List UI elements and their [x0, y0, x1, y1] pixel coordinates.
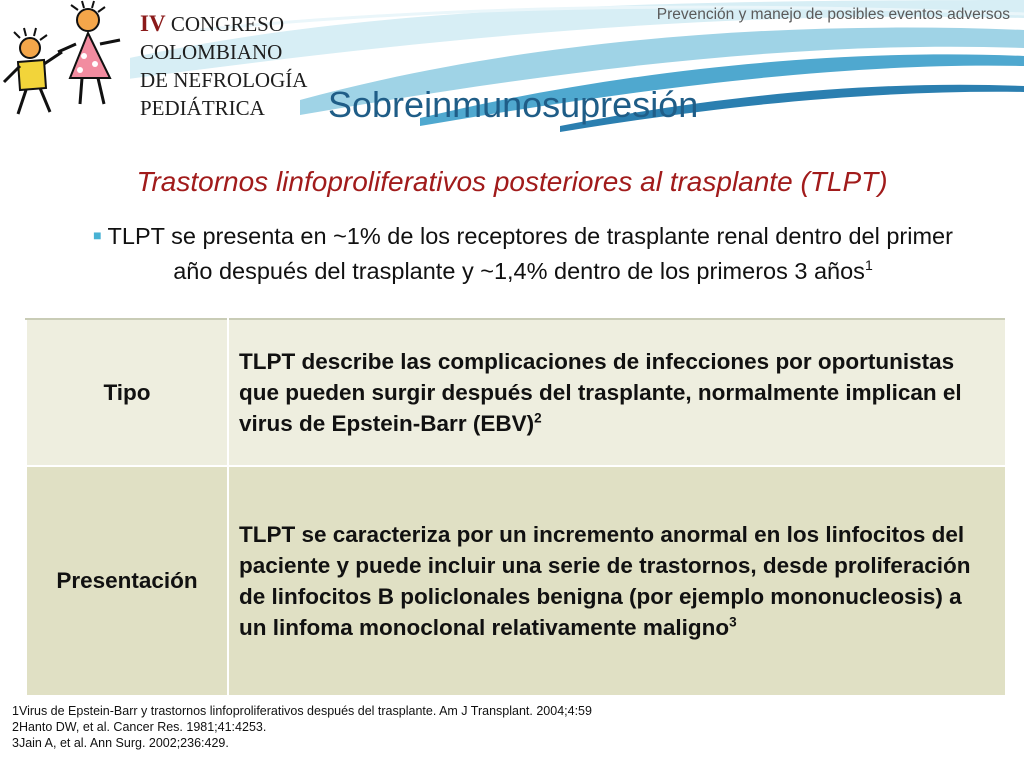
- row-text: TLPT se caracteriza por un incremento anormal en los linfocitos del paciente y puede incluir una serie de trastornos, desde proliferación de linfocitos B policlonales benigna (por ejemplo mononucleosis) a un linfoma monoclonal relativamente maligno: [239, 522, 971, 640]
- table-row-presentacion: [26, 466, 1006, 696]
- congress-line-2: COLOMBIANO: [140, 40, 283, 64]
- row-label: Tipo: [26, 319, 228, 466]
- congress-name: [140, 10, 307, 122]
- congress-logo: [0, 0, 130, 118]
- section-topic: Prevención y manejo de posibles eventos adversos: [656, 6, 1010, 23]
- congress-line-3: DE NEFROLOGÍA: [140, 68, 308, 92]
- congress-roman-numeral: IV: [140, 11, 166, 36]
- table-row-tipo: [26, 319, 1006, 466]
- bullet-text: TLPT se presenta en ~1% de los receptores de trasplante renal dentro del primer año después del trasplante y ~1,4% dentro de los primeros 3 años: [107, 223, 953, 284]
- row-description: [228, 319, 1006, 466]
- reference-item: 1Virus de Epstein-Barr y trastornos linfoproliferativos después del trasplante. Am J Transplant. 2004;4:59: [12, 704, 592, 718]
- row-citation: 2: [534, 410, 542, 426]
- row-citation: 3: [729, 614, 737, 630]
- congress-line-4: PEDIÁTRICA: [140, 96, 265, 120]
- slide-title: Sobreinmunosupresión: [328, 84, 699, 125]
- row-label: Presentación: [26, 466, 228, 696]
- bullet-square-icon: ■: [93, 227, 102, 243]
- row-description: [228, 466, 1006, 696]
- bullet-citation: 1: [864, 257, 873, 274]
- bullet-point: [88, 218, 958, 289]
- info-table: [25, 318, 1007, 697]
- reference-item: 3Jain A, et al. Ann Surg. 2002;236:429.: [12, 736, 229, 750]
- congress-line-1: CONGRESO: [170, 12, 284, 36]
- references: [12, 703, 592, 751]
- slide-subtitle: Trastornos linfoproliferativos posteriores al trasplante (TLPT): [136, 166, 888, 197]
- reference-item: 2Hanto DW, et al. Cancer Res. 1981;41:4253.: [12, 720, 267, 734]
- row-text: TLPT describe las complicaciones de infecciones por oportunistas que pueden surgir después del trasplante, normalmente implican el virus de Epstein-Barr (EBV): [239, 349, 962, 436]
